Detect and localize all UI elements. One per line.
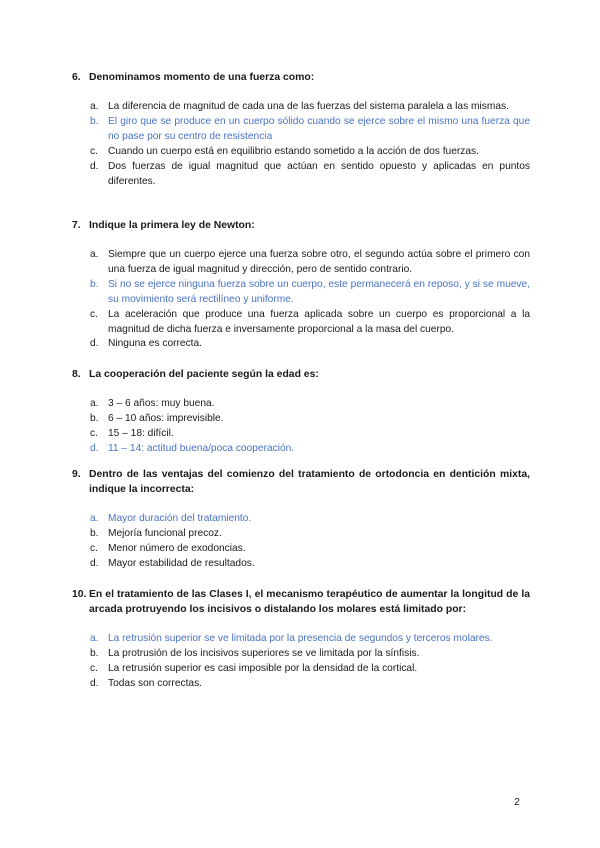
option-b-highlighted <box>72 278 530 308</box>
option-text: Ninguna es correcta. <box>108 338 203 350</box>
option-b <box>72 527 530 542</box>
option-letter: d. <box>90 442 99 454</box>
option-text: 3 – 6 años: muy buena. <box>108 398 215 409</box>
option-a <box>72 248 530 278</box>
option-letter: b. <box>90 527 99 539</box>
option-letter: d. <box>90 677 99 689</box>
option-text: La retrusión superior es casi imposible por la densidad de la cortical. <box>108 662 418 674</box>
question-text: Dentro de las ventajas del comienzo del tratamiento de ortodoncia en dentición mixta, indique la incorrecta: <box>89 469 530 495</box>
option-d <box>72 337 530 352</box>
option-text: Mayor estabilidad de resultados. <box>108 557 255 569</box>
option-text: La protrusión de los incisivos superiores se ve limitada por la sínfisis. <box>108 647 420 659</box>
option-list <box>72 397 530 457</box>
option-list <box>72 100 530 189</box>
question-10 <box>72 587 530 692</box>
option-text: La diferencia de magnitud de cada una de las fuerzas del sistema paralela a las mismas. <box>108 101 509 112</box>
option-d-highlighted <box>72 442 530 457</box>
question-6 <box>72 70 530 189</box>
option-text: Siempre que un cuerpo ejerce una fuerza sobre otro, el segundo actúa sobre el primero con una fuerza de igual magnitud y dirección, pero de sentido contrario. <box>108 249 530 275</box>
option-letter: c. <box>90 308 98 320</box>
option-letter: d. <box>90 160 99 172</box>
question-text: Denominamos momento de una fuerza como: <box>89 72 315 83</box>
page-number: 2 <box>514 796 520 808</box>
option-text: 6 – 10 años: imprevisible. <box>108 412 224 424</box>
option-c <box>72 662 530 677</box>
option-letter: c. <box>90 662 98 674</box>
option-letter: b. <box>90 647 99 659</box>
question-title <box>72 70 530 85</box>
option-c <box>72 145 530 160</box>
question-number: 8. <box>72 369 81 380</box>
option-text: Si no se ejerce ninguna fuerza sobre un cuerpo, este permanecerá en reposo, y si se mueve, su movimiento será rectilíneo y uniforme. <box>108 278 530 305</box>
option-text: 11 – 14: actitud buena/poca cooperación. <box>108 442 295 454</box>
option-d <box>72 677 530 692</box>
option-c <box>72 427 530 442</box>
option-text: Menor número de exodoncias. <box>108 542 246 554</box>
option-list <box>72 248 530 352</box>
option-text: La retrusión superior se ve limitada por la presencia de segundos y terceros molares. <box>108 633 493 644</box>
option-c <box>72 542 530 557</box>
question-number: 7. <box>72 220 81 231</box>
option-text: Cuando un cuerpo está en equilibrio estando sometido a la acción de dos fuerzas. <box>108 145 479 157</box>
option-letter: d. <box>90 557 99 569</box>
option-text: El giro que se produce en un cuerpo sólido cuando se ejerce sobre el mismo una fuerza que no pase por su centro de resistencia <box>108 115 530 142</box>
question-7 <box>72 218 530 352</box>
option-d <box>72 557 530 572</box>
option-text: Mejoría funcional precoz. <box>108 527 222 539</box>
option-text: La aceleración que produce una fuerza aplicada sobre un cuerpo es proporcional a la magnitud de dicha fuerza e inversamente proporcional a la masa del cuerpo. <box>108 308 530 335</box>
option-letter: c. <box>90 427 98 439</box>
option-a-highlighted <box>72 512 530 527</box>
question-text: En el tratamiento de las Clases I, el mecanismo terapéutico de aumentar la longitud de la arcada protruyendo los incisivos o distalando los molares está limitado por: <box>89 589 530 615</box>
option-b-highlighted <box>72 115 530 145</box>
question-title <box>72 367 530 382</box>
question-number: 6. <box>72 72 81 83</box>
option-text: 15 – 18: difícil. <box>108 427 174 439</box>
option-b <box>72 647 530 662</box>
question-text: La cooperación del paciente según la edad es: <box>89 369 319 380</box>
question-9 <box>72 467 530 572</box>
option-list <box>72 512 530 572</box>
option-c <box>72 308 530 338</box>
option-letter: a. <box>90 633 99 644</box>
option-a <box>72 397 530 412</box>
question-text: Indique la primera ley de Newton: <box>89 220 255 231</box>
option-list <box>72 632 530 692</box>
option-letter: a. <box>90 513 99 524</box>
question-number: 9. <box>72 469 81 480</box>
option-letter: a. <box>90 249 99 260</box>
option-letter: d. <box>90 338 99 350</box>
option-text: Mayor duración del tratamiento. <box>108 513 252 524</box>
option-letter: b. <box>90 412 99 424</box>
option-b <box>72 412 530 427</box>
option-letter: c. <box>90 145 98 157</box>
option-letter: a. <box>90 101 99 112</box>
option-letter: b. <box>90 115 99 127</box>
option-a-highlighted <box>72 632 530 647</box>
option-a <box>72 100 530 115</box>
option-letter: c. <box>90 542 98 554</box>
question-title <box>72 467 530 497</box>
option-d <box>72 160 530 190</box>
option-text: Dos fuerzas de igual magnitud que actúan en sentido opuesto y aplicadas en puntos diferentes. <box>108 160 530 187</box>
option-letter: a. <box>90 398 99 409</box>
question-title <box>72 218 530 233</box>
option-letter: b. <box>90 278 99 290</box>
question-number: 10. <box>72 589 87 600</box>
question-title <box>72 587 530 617</box>
question-8 <box>72 367 530 457</box>
option-text: Todas son correctas. <box>108 677 202 689</box>
